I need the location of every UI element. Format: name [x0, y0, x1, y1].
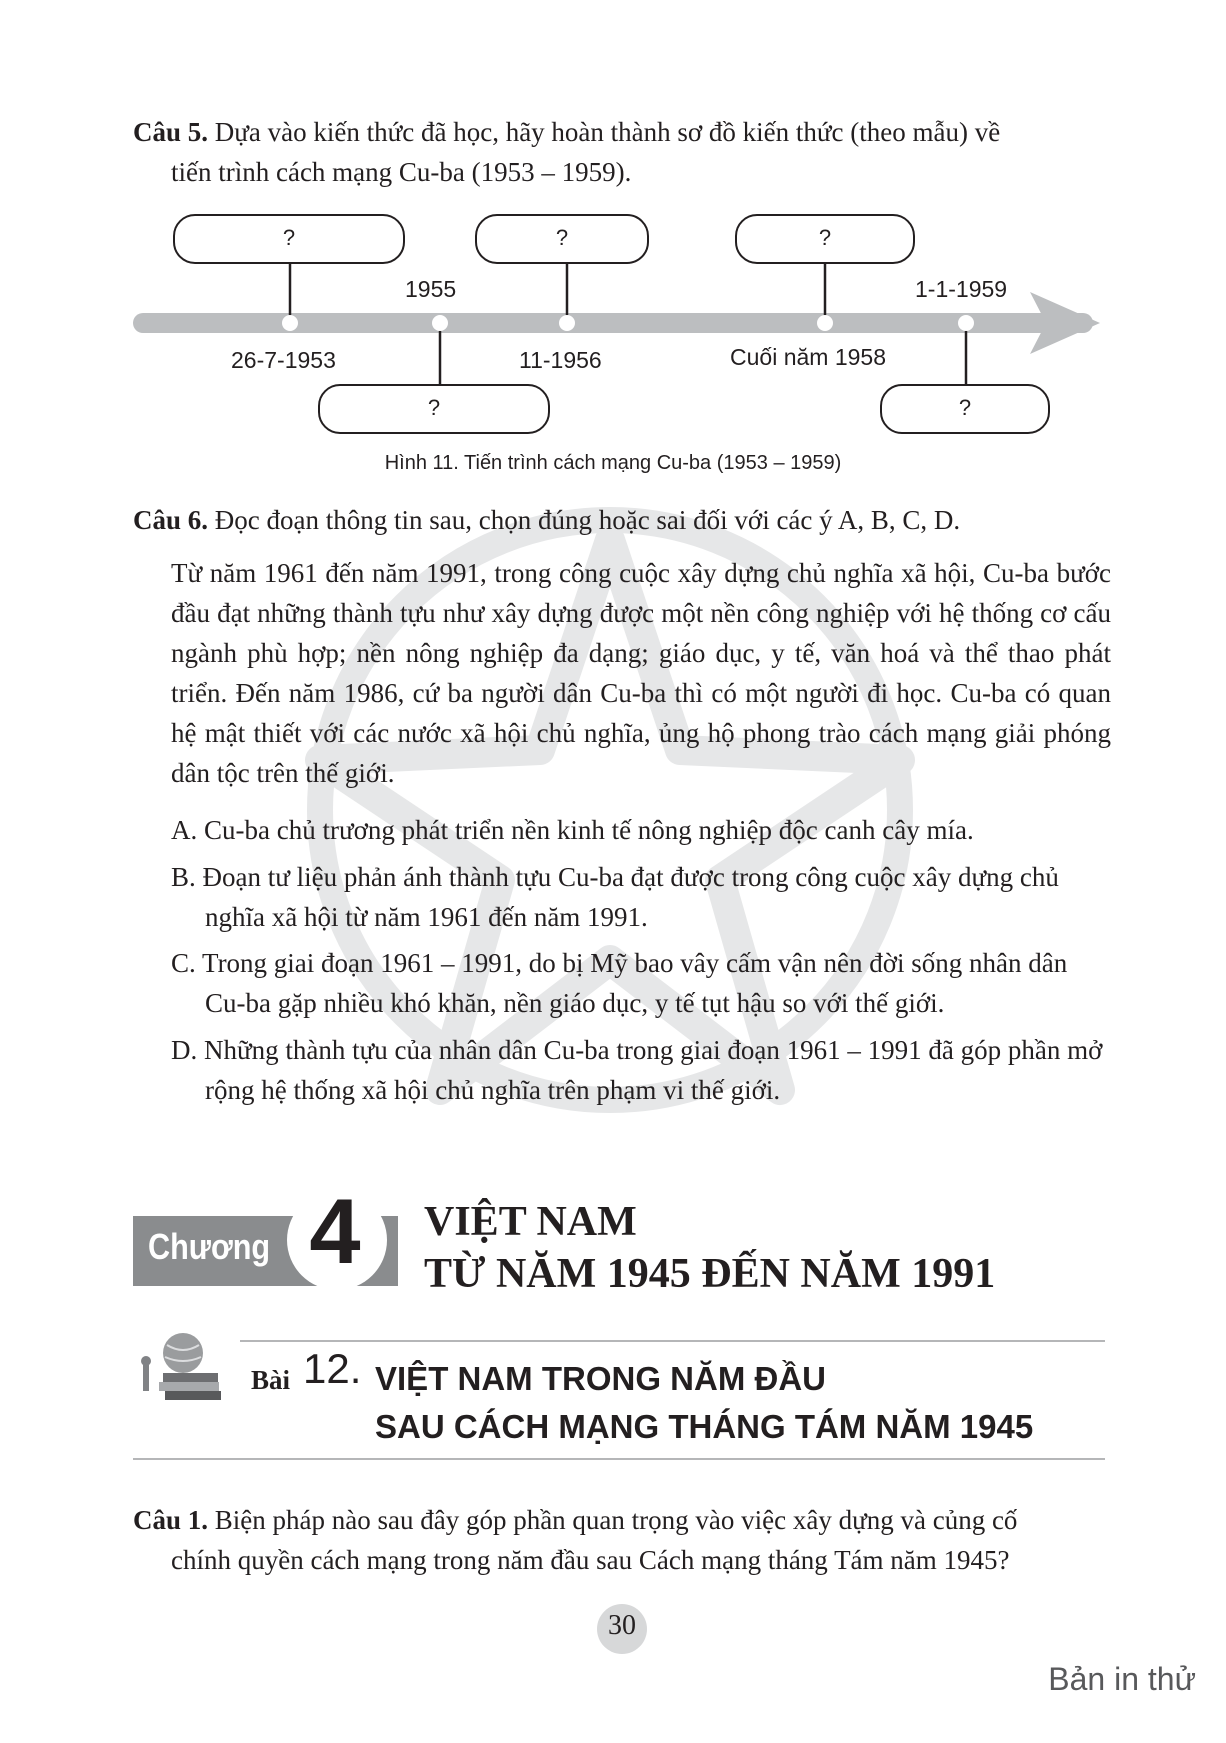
- timeline-label-1953: 26-7-1953: [231, 347, 336, 373]
- lesson-word: Bài: [251, 1365, 291, 1395]
- timeline-label-1955: 1955: [405, 276, 457, 302]
- question-6: [133, 500, 1113, 540]
- timeline-box-1956[interactable]: ?: [475, 214, 649, 264]
- chapter-title-line1: VIỆT NAM: [424, 1199, 637, 1245]
- chapter-word: Chương: [148, 1226, 271, 1267]
- question-1: [133, 1500, 1113, 1580]
- lesson-title-line1: VIỆT NAM TRONG NĂM ĐẦU: [375, 1360, 826, 1397]
- question-1-text: Biện pháp nào sau đây góp phần quan trọng vào việc xây dựng và củng cố: [208, 1505, 1018, 1535]
- question-5-text: Dựa vào kiến thức đã học, hãy hoàn thành sơ đồ kiến thức (theo mẫu) về: [208, 117, 1001, 147]
- question-6-text: Đọc đoạn thông tin sau, chọn đúng hoặc sai đối với các ý A, B, C, D.: [208, 505, 961, 535]
- timeline-box-1953[interactable]: ?: [173, 214, 405, 264]
- books-globe-icon: [133, 1325, 233, 1405]
- timeline-box-1958[interactable]: ?: [735, 214, 915, 264]
- lesson-number: 12.: [303, 1345, 362, 1392]
- timeline-label-1959: 1-1-1959: [915, 276, 1008, 302]
- timeline-box-1959[interactable]: ?: [880, 384, 1050, 434]
- timeline-diagram: [0, 0, 1226, 480]
- timeline-label-1956: 11-1956: [519, 347, 602, 373]
- option-d: D. Những thành tựu của nhân dân Cu-ba trong giai đoạn 1961 – 1991 đã góp phần mở rộng hệ thống xã hội chủ nghĩa trên phạm vi thế giới.: [171, 1035, 1103, 1105]
- proof-label: Bản in thử: [1048, 1661, 1196, 1697]
- lesson-title-line2: SAU CÁCH MẠNG THÁNG TÁM NĂM 1945: [375, 1408, 1034, 1445]
- question-1-label: Câu 1.: [133, 1505, 209, 1535]
- lesson-rule-top: [240, 1340, 1105, 1342]
- option-a: A. Cu-ba chủ trương phát triển nền kinh tế nông nghiệp độc canh cây mía.: [171, 815, 974, 845]
- question-6-label: Câu 6.: [133, 505, 209, 535]
- option-b: B. Đoạn tư liệu phản ánh thành tựu Cu-ba đạt được trong công cuộc xây dựng chủ nghĩa xã hội từ năm 1961 đến năm 1991.: [171, 862, 1059, 932]
- lesson-title: [375, 1355, 1033, 1451]
- page-number: 30: [608, 1610, 636, 1641]
- question-5-text-line2: tiến trình cách mạng Cu-ba (1953 – 1959).: [171, 157, 632, 187]
- question-1-text-line2: chính quyền cách mạng trong năm đầu sau Cách mạng tháng Tám năm 1945?: [171, 1545, 1010, 1575]
- chapter-title-line2: TỪ NĂM 1945 ĐẾN NĂM 1991: [424, 1251, 996, 1297]
- question-6-passage: Từ năm 1961 đến năm 1991, trong công cuộc xây dựng chủ nghĩa xã hội, Cu-ba bước đầu đạt những thành tựu như xây dựng được một nền công nghiệp với hệ thống cơ cấu ngành phù hợp; nền nông nghiệp đa dạng; giáo dục, y tế, văn hoá và thể thao phát triển. Đến năm 1986, cứ ba người dân Cu-ba thì có một người đi học. Cu-ba có quan hệ mật thiết với các nước xã hội chủ nghĩa, ủng hộ phong trào cách mạng giải phóng dân tộc trên thế giới.: [171, 558, 1111, 788]
- question-5-label: Câu 5.: [133, 117, 209, 147]
- lesson-rule-bottom: [133, 1458, 1105, 1460]
- option-c: C. Trong giai đoạn 1961 – 1991, do bị Mỹ bao vây cấm vận nên đời sống nhân dân Cu-ba gặp nhiều khó khăn, nền giáo dục, y tế tụt hậu so với thế giới.: [171, 948, 1068, 1018]
- timeline-label-1958: Cuối năm 1958: [730, 344, 886, 370]
- chapter-title: [424, 1196, 995, 1300]
- chapter-number: 4: [309, 1181, 361, 1283]
- timeline-box-1955[interactable]: ?: [318, 384, 550, 434]
- figure-caption: Hình 11. Tiến trình cách mạng Cu-ba (1953 – 1959): [384, 452, 842, 474]
